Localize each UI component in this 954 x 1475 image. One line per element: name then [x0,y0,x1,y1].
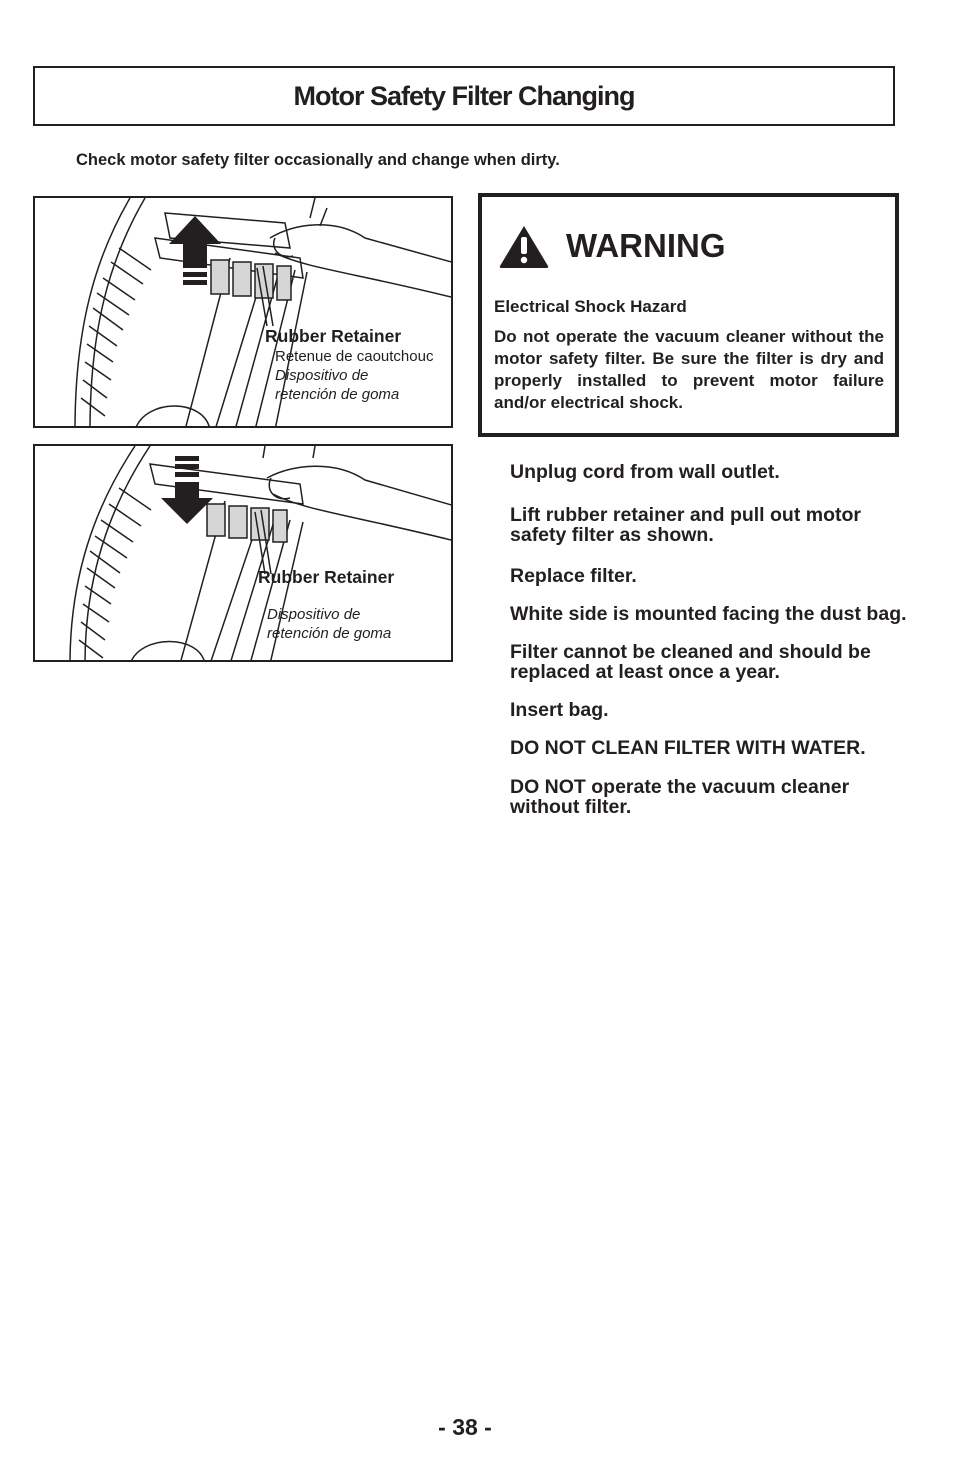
warning-title: WARNING [566,227,726,264]
page-number: - 38 - [438,1414,492,1440]
step-6: Insert bag. [510,699,609,721]
page-title: Motor Safety Filter Changing [293,80,635,111]
warning-box [478,193,899,437]
step-8: DO NOT operate the vacuum cleaner without filter. [510,776,850,818]
label-rubber-retainer-es-2: retención de goma [267,625,392,642]
step-4: White side is mounted facing the dust bag. [510,603,907,625]
step-7: DO NOT CLEAN FILTER WITH WATER. [510,737,866,759]
step-3: Replace filter. [510,565,637,587]
warning-text: Do not operate the vacuum cleaner without the motor safety filter. Be sure the filter is dry and properly installed to prevent motor failure and/or electrical shock. [494,327,884,412]
label-rubber-retainer: Rubber Retainer [265,326,402,346]
warning-triangle-icon [498,223,550,269]
title-box [33,66,895,126]
intro-text: Check motor safety filter occasionally and change when dirty. [76,151,560,169]
step-2: Lift rubber retainer and pull out motor safety filter as shown. [510,504,861,546]
figure-insert-filter [33,444,453,662]
label-rubber-retainer-fr: Retenue de caoutchouc [275,348,434,365]
step-1: Unplug cord from wall outlet. [510,461,780,483]
instruction-steps [510,462,910,817]
warning-hazard: Electrical Shock Hazard [494,297,687,316]
label-rubber-retainer-es-2: retención de goma [275,386,400,403]
figure-lift-retainer [33,196,453,428]
label-rubber-retainer-es-1: Dispositivo de [275,367,369,384]
step-5: Filter cannot be cleaned and should be replaced at least once a year. [510,641,871,683]
label-rubber-retainer: Rubber Retainer [258,567,395,587]
label-rubber-retainer-es-1: Dispositivo de [267,606,361,623]
